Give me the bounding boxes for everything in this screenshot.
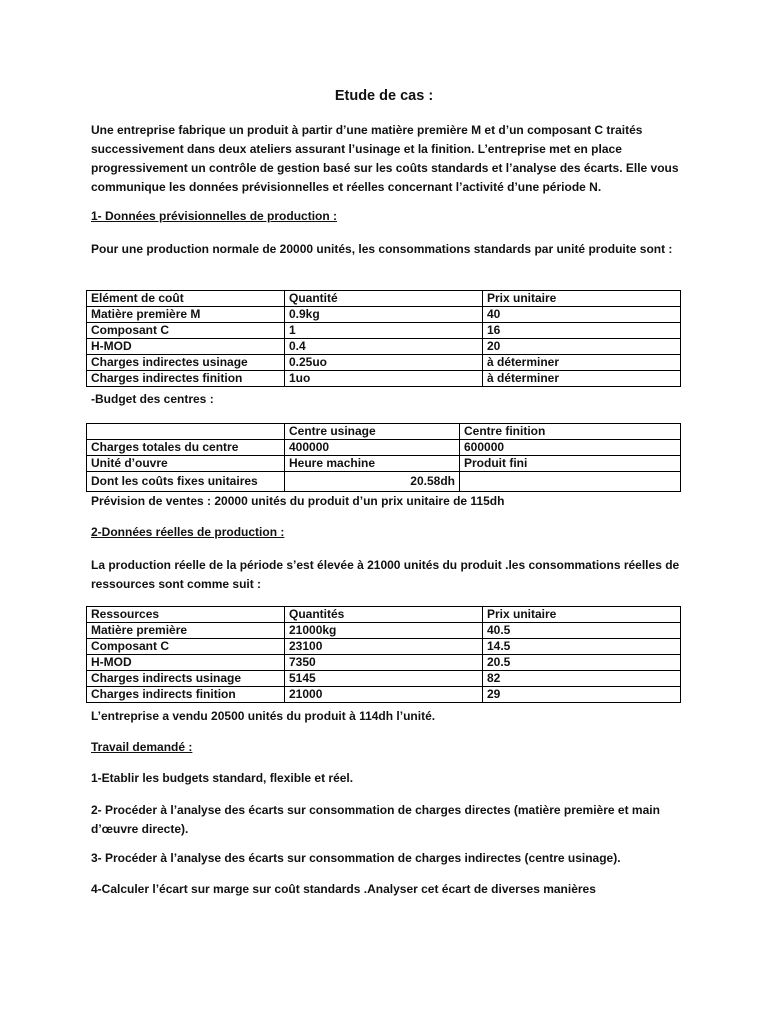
budget-label: -Budget des centres : — [91, 392, 214, 406]
table-cell: à déterminer — [483, 371, 681, 387]
table-cell: Charges indirectes usinage — [87, 355, 285, 371]
table-row — [87, 371, 681, 387]
table-cell: 23100 — [285, 639, 483, 655]
table-row — [87, 472, 681, 492]
table-cell: Charges indirects finition — [87, 687, 285, 703]
task-item: 2- Procéder à l’analyse des écarts sur consommation de charges directes (matière première et main d’œuvre directe). — [91, 803, 660, 836]
table-row — [87, 687, 681, 703]
sales-forecast: Prévision de ventes : 20000 unités du produit d’un prix unitaire de 115dh — [91, 494, 505, 508]
table-cell: H-MOD — [87, 339, 285, 355]
actual-consumption-table — [86, 606, 681, 703]
table-cell: 82 — [483, 671, 681, 687]
table-cell: 40 — [483, 307, 681, 323]
table-cell: 1uo — [285, 371, 483, 387]
table-cell: 600000 — [460, 440, 681, 456]
table-cell: 14.5 — [483, 639, 681, 655]
table-row — [87, 639, 681, 655]
table-header-cell: Centre finition — [460, 424, 681, 440]
table-row — [87, 655, 681, 671]
table-cell: 21000kg — [285, 623, 483, 639]
table-cell: 20 — [483, 339, 681, 355]
table-cell: Dont les coûts fixes unitaires — [87, 472, 285, 492]
table-header-row — [87, 424, 681, 440]
table-cell: 0.25uo — [285, 355, 483, 371]
task-item: 1-Etablir les budgets standard, flexible et réel. — [91, 771, 354, 785]
task-item: 4-Calculer l’écart sur marge sur coût standards .Analyser cet écart de diverses manières — [91, 882, 596, 896]
table-cell: 20.58dh — [285, 472, 460, 492]
budget-centres-table — [86, 423, 681, 492]
table-header-cell: Prix unitaire — [483, 607, 681, 623]
table-row — [87, 307, 681, 323]
table-cell: 16 — [483, 323, 681, 339]
table-header-cell: Prix unitaire — [483, 291, 681, 307]
table-header-cell: Ressources — [87, 607, 285, 623]
table-row — [87, 355, 681, 371]
table-header-cell: Centre usinage — [285, 424, 460, 440]
table-row — [87, 456, 681, 472]
table-cell: 0.4 — [285, 339, 483, 355]
actual-sales: L’entreprise a vendu 20500 unités du produit à 114dh l’unité. — [91, 709, 436, 723]
section1-heading: 1- Données prévisionnelles de production : — [91, 209, 338, 223]
table-cell: 21000 — [285, 687, 483, 703]
table-cell: Matière première — [87, 623, 285, 639]
table-header-row — [87, 607, 681, 623]
task-item: 3- Procéder à l’analyse des écarts sur consommation de charges indirectes (centre usinage). — [91, 851, 621, 865]
table-cell: Unité d’ouvre — [87, 456, 285, 472]
table-row — [87, 671, 681, 687]
table-cell: Composant C — [87, 323, 285, 339]
table-cell: à déterminer — [483, 355, 681, 371]
standard-consumption-table — [86, 290, 681, 387]
table-cell: 5145 — [285, 671, 483, 687]
table-row — [87, 623, 681, 639]
table-cell: 29 — [483, 687, 681, 703]
table-cell: Produit fini — [460, 456, 681, 472]
table-cell: Composant C — [87, 639, 285, 655]
table-cell: Heure machine — [285, 456, 460, 472]
table-cell — [460, 472, 681, 492]
table-cell: Charges totales du centre — [87, 440, 285, 456]
table-header-cell — [87, 424, 285, 440]
table-cell: 20.5 — [483, 655, 681, 671]
section2-text: La production réelle de la période s’est élevée à 21000 unités du produit .les consommations réelles de ressources sont comme suit : — [91, 558, 680, 591]
section2-heading: 2-Données réelles de production : — [91, 525, 285, 539]
table-row — [87, 323, 681, 339]
table-cell: 0.9kg — [285, 307, 483, 323]
table-cell: H-MOD — [87, 655, 285, 671]
table-header-cell: Elément de coût — [87, 291, 285, 307]
table-cell: Charges indirects usinage — [87, 671, 285, 687]
section1-text: Pour une production normale de 20000 unités, les consommations standards par unité produite sont : — [91, 242, 673, 256]
table-cell: 40.5 — [483, 623, 681, 639]
table-header-row — [87, 291, 681, 307]
table-header-cell: Quantités — [285, 607, 483, 623]
work-heading: Travail demandé : — [91, 740, 193, 754]
table-cell: 400000 — [285, 440, 460, 456]
table-header-cell: Quantité — [285, 291, 483, 307]
table-cell: 7350 — [285, 655, 483, 671]
table-cell: 1 — [285, 323, 483, 339]
intro-paragraph: Une entreprise fabrique un produit à partir d’une matière première M et d’un composant C traités successivement dans deux ateliers assurant l’usinage et la finition. L’entreprise met en place progressivement un contrôle de gestion basé sur les coûts standards et l’analyse des écarts. Elle vous communique les données prévisionnelles et réelles concernant l’activité d’une période N. — [91, 123, 679, 194]
table-row — [87, 339, 681, 355]
document-title: Etude de cas : — [334, 88, 434, 104]
table-cell: Matière première M — [87, 307, 285, 323]
table-cell: Charges indirectes finition — [87, 371, 285, 387]
table-row — [87, 440, 681, 456]
